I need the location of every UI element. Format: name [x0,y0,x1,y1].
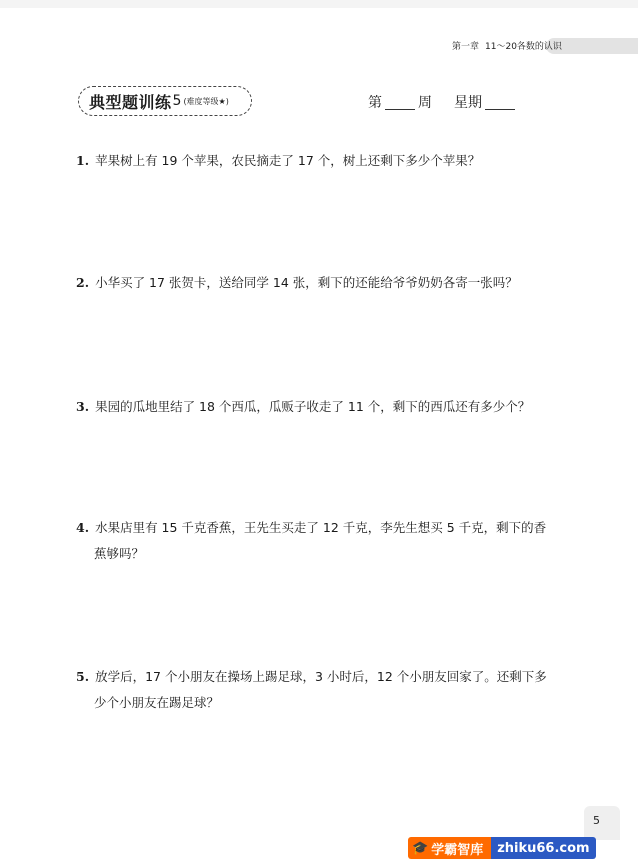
question-3 [76,394,566,420]
question-1 [76,148,566,174]
chapter-label: 第一章 [452,42,480,52]
week-unit: 周 [418,95,432,111]
watermark-brand: 学霸智库 [431,842,484,858]
watermark-logo [408,836,636,860]
week-day-line [368,92,515,112]
question-text-continued: 蕉够吗？ [94,546,145,561]
question-4 [76,515,566,567]
day-label: 星期 [454,95,482,111]
question-text: 苹果树上有 19 个苹果，农民摘走了 17 个，树上还剩下多少个苹果？ [95,153,481,168]
section-number: 5 [172,93,182,109]
watermark-url-block [491,837,595,859]
graduation-cap-icon: 🎓 [412,840,429,856]
question-text: 水果店里有 15 千克香蕉，王先生买走了 12 千克，李先生想买 5 千克，剩下的香 [95,520,547,535]
section-title: 典型题训练 [89,92,172,112]
question-number: 3. [76,399,90,414]
watermark-brand-block [408,837,491,859]
question-text: 果园的瓜地里结了 18 个西瓜，瓜贩子收走了 11 个，剩下的西瓜还有多少个？ [95,399,531,414]
chapter-topic: 11～20各数的认识 [485,42,562,52]
watermark-url: zhiku66.com [497,840,590,856]
question-2 [76,270,566,296]
week-blank[interactable] [385,95,415,110]
question-number: 2. [76,275,90,290]
question-text: 小华买了 17 张贺卡，送给同学 14 张，剩下的还能给爷爷奶奶各寄一张吗？ [95,275,518,290]
question-text: 放学后，17 个小朋友在操场上踢足球，3 小时后，12 个小朋友回家了。还剩下多 [95,669,547,684]
question-text-continued: 少个小朋友在踢足球？ [94,695,220,710]
page-number: 5 [593,814,600,827]
question-number: 4. [76,520,90,535]
section-title-box [78,86,252,116]
question-5 [76,664,566,716]
question-number: 5. [76,669,90,684]
difficulty-label: (难度等级★) [183,96,229,106]
page-tab [584,806,620,840]
question-number: 1. [76,153,90,168]
header-band [0,0,638,8]
week-prefix: 第 [368,95,382,111]
day-blank[interactable] [485,95,515,110]
chapter-header [452,39,562,52]
